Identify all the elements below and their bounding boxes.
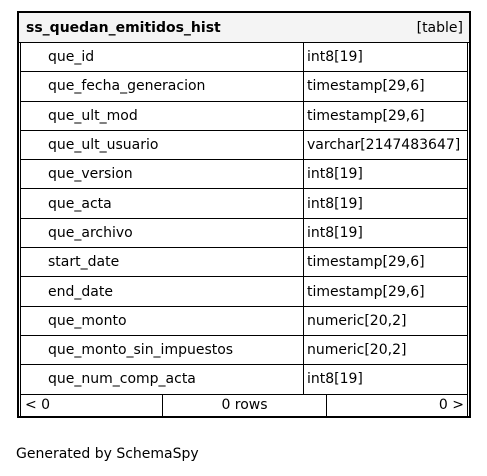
column-row[interactable] [21,72,467,101]
column-name: que_fecha_generacion [21,72,304,100]
column-name: que_ult_mod [21,102,304,130]
column-name: que_acta [21,189,304,217]
column-name: start_date [21,248,304,276]
column-row[interactable] [21,219,467,248]
column-row[interactable] [21,43,467,72]
column-row[interactable] [21,307,467,336]
column-type: timestamp[29,6] [307,78,425,95]
column-name: end_date [21,277,304,305]
column-name: que_archivo [21,219,304,247]
column-list [20,43,468,395]
column-name: que_id [21,43,304,71]
column-name: que_num_comp_acta [21,365,304,393]
column-type: numeric[20,2] [307,312,407,329]
column-row[interactable] [21,102,467,131]
column-type: timestamp[29,6] [307,107,425,124]
column-name: que_ult_usuario [21,131,304,159]
column-type: int8[19] [307,224,363,241]
column-type: timestamp[29,6] [307,283,425,300]
column-row[interactable] [21,160,467,189]
row-count: 0 rows [163,395,327,416]
table-name[interactable]: ss_quedan_emitidos_hist [26,19,221,36]
column-row[interactable] [21,131,467,160]
table-footer [20,395,468,416]
table-entity [17,11,471,418]
children-count[interactable]: 0 > [438,397,464,414]
column-type: int8[19] [307,49,363,66]
column-name: que_monto_sin_impuestos [21,336,304,364]
generated-by-caption: Generated by SchemaSpy [16,446,199,462]
table-header [19,13,469,43]
column-row[interactable] [21,365,467,394]
column-row[interactable] [21,189,467,218]
column-name: que_monto [21,307,304,335]
parents-count[interactable]: < 0 [21,395,163,416]
column-type: timestamp[29,6] [307,254,425,271]
column-type: int8[19] [307,166,363,183]
column-row[interactable] [21,336,467,365]
column-type: numeric[20,2] [307,342,407,359]
column-name: que_version [21,160,304,188]
column-type: varchar[2147483647] [307,137,461,154]
column-row[interactable] [21,248,467,277]
column-row[interactable] [21,277,467,306]
table-kind-label: [table] [416,19,463,36]
column-type: int8[19] [307,195,363,212]
column-type: int8[19] [307,371,363,388]
